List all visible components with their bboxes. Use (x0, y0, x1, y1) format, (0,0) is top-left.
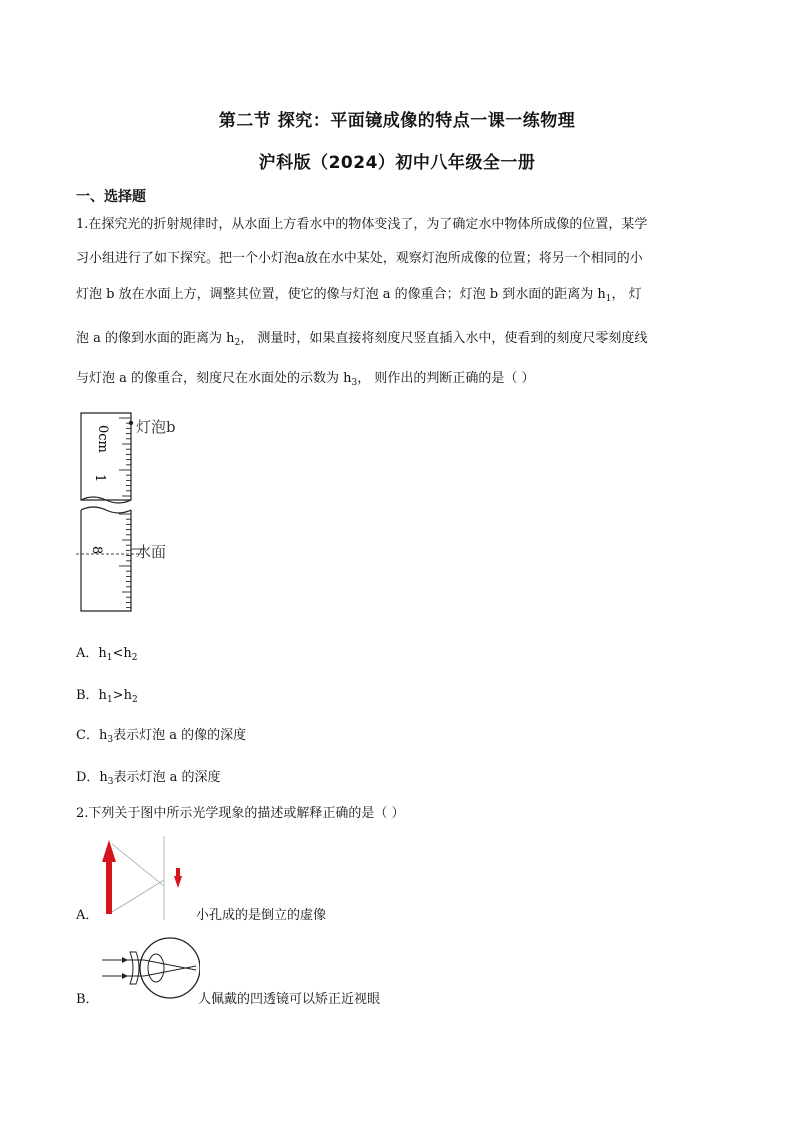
q1-line-2: 习小组进行了如下探究。把一个小灯泡a放在水中某处，观察灯泡所成像的位置；将另一个相同的小 (76, 251, 643, 266)
q2-stem: 2.下列关于图中所示光学现象的描述或解释正确的是（ ） (76, 806, 405, 821)
q1-line-3: 灯泡 b 放在水面上方，调整其位置，使它的像与灯泡 a 的像重合；灯泡 b 到水面的距离为 $h_1$， 灯 (76, 287, 642, 304)
q1-option-d[interactable]: D．$h_3$表示灯泡 a 的深度 (76, 770, 221, 787)
ruler-label-1: 1 (92, 474, 107, 483)
section-heading: 一、选择题 (76, 189, 146, 205)
q1-line-4: 泡 a 的像到水面的距离为 $h_2$， 测量时，如果直接将刻度尺竖直插入水中，使看到的刻度尺零刻度线 (76, 331, 648, 348)
q2-option-b-letter[interactable]: B． (76, 992, 99, 1007)
q1-option-b[interactable]: B．$h_1>h_2$ (76, 688, 138, 705)
q1-line-5: 与灯泡 a 的像重合，刻度尺在水面处的示数为 $h_3$， 则作出的判断正确的是（ ） (76, 371, 535, 388)
eye-lens-figure (100, 936, 200, 1000)
page-subtitle: 沪科版（2024）初中八年级全一册 (258, 153, 536, 173)
ruler-label-0cm: 0cm (95, 425, 110, 453)
q2-option-a-text[interactable]: 小孔成的是倒立的虚像 (196, 908, 327, 923)
ruler-figure (76, 408, 186, 618)
label-bulb-b: 灯泡b (136, 418, 176, 436)
q1-line-1: 1.在探究光的折射规律时，从水面上方看水中的物体变浅了，为了确定水中物体所成像的位置，某学 (76, 217, 648, 232)
q2-option-b-text[interactable]: 人佩戴的凹透镜可以矫正近视眼 (198, 992, 381, 1007)
label-water-surface: 水面 (136, 543, 167, 561)
q1-option-a[interactable]: A．$h_1<h_2$ (76, 646, 138, 663)
pinhole-figure (92, 836, 192, 920)
q1-option-c[interactable]: C．$h_3$表示灯泡 a 的像的深度 (76, 728, 247, 745)
ruler-label-8: 8 (89, 546, 104, 555)
q2-option-a-letter[interactable]: A． (76, 908, 99, 923)
page-title: 第二节 探究：平面镜成像的特点一课一练物理 (218, 111, 576, 131)
